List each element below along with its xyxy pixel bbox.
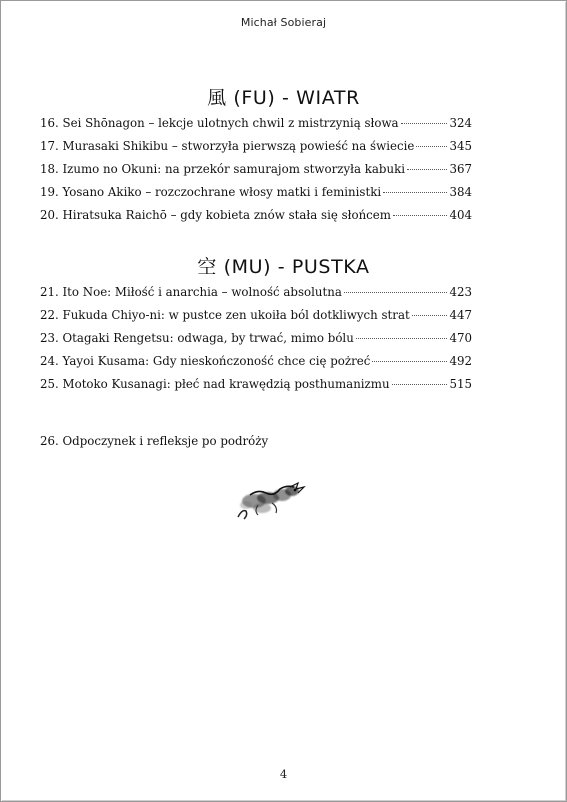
toc-dot-leader [383, 192, 447, 193]
toc-entry-page: 515 [449, 377, 472, 391]
toc-entry[interactable] [40, 112, 472, 135]
toc-entry[interactable] [40, 158, 472, 181]
toc-dot-leader [356, 338, 448, 339]
toc-dot-leader [412, 315, 448, 316]
toc-dot-leader [401, 123, 448, 124]
toc-entry-final[interactable]: 26. Odpoczynek i refleksje po podróży [40, 434, 269, 448]
toc-entry[interactable] [40, 204, 472, 227]
toc-entry-title: 20. Hiratsuka Raichō – gdy kobieta znów stała się słońcem [40, 208, 391, 222]
toc-entry-page: 384 [449, 185, 472, 199]
toc-entry-title: 18. Izumo no Okuni: na przekór samurajom stworzyła kabuki [40, 162, 406, 176]
toc-entry-page: 492 [449, 354, 472, 368]
running-header-author: Michał Sobieraj [240, 16, 327, 29]
section-heading-emptiness: 空 (MU) - PUSTKA [197, 256, 370, 278]
toc-list-wind [40, 112, 472, 227]
toc-entry-title: 16. Sei Shōnagon – lekcje ulotnych chwil z mistrzynią słowa [40, 116, 399, 130]
toc-dot-leader [393, 215, 448, 216]
toc-entry[interactable] [40, 327, 472, 350]
toc-entry-title: 22. Fukuda Chiyo-ni: w pustce zen ukoiła ból dotkliwych strat [40, 308, 410, 322]
toc-dot-leader [344, 292, 448, 293]
section-heading-wind: 風 (FU) - WIATR [207, 87, 360, 109]
toc-entry-page: 345 [449, 139, 472, 153]
toc-entry-page: 367 [449, 162, 472, 176]
toc-entry-title: 21. Ito Noe: Miłość i anarchia – wolność absolutna [40, 285, 342, 299]
toc-entry-page: 324 [449, 116, 472, 130]
toc-list-emptiness [40, 281, 472, 396]
toc-entry[interactable] [40, 304, 472, 327]
toc-dot-leader [407, 169, 447, 170]
toc-entry-page: 470 [449, 331, 472, 345]
page-number: 4 [279, 767, 288, 781]
toc-entry-page: 447 [449, 308, 472, 322]
ink-wash-dragon-icon [232, 481, 310, 523]
toc-entry-page: 423 [449, 285, 472, 299]
toc-entry-title: 19. Yosano Akiko – rozczochrane włosy matki i feministki [40, 185, 382, 199]
toc-entry-page: 404 [449, 208, 472, 222]
toc-entry[interactable] [40, 373, 472, 396]
toc-entry-title: 23. Otagaki Rengetsu: odwaga, by trwać, mimo bólu [40, 331, 354, 345]
toc-dot-leader [372, 361, 447, 362]
toc-dot-leader [392, 384, 448, 385]
toc-entry[interactable] [40, 281, 472, 304]
toc-entry[interactable] [40, 135, 472, 158]
toc-entry-title: 24. Yayoi Kusama: Gdy nieskończoność chce cię pożreć [40, 354, 371, 368]
toc-entry[interactable] [40, 350, 472, 373]
toc-entry-title: 17. Murasaki Shikibu – stworzyła pierwszą powieść na świecie [40, 139, 415, 153]
toc-entry-title: 25. Motoko Kusanagi: płeć nad krawędzią posthumanizmu [40, 377, 390, 391]
toc-dot-leader [416, 146, 447, 147]
toc-entry[interactable] [40, 181, 472, 204]
